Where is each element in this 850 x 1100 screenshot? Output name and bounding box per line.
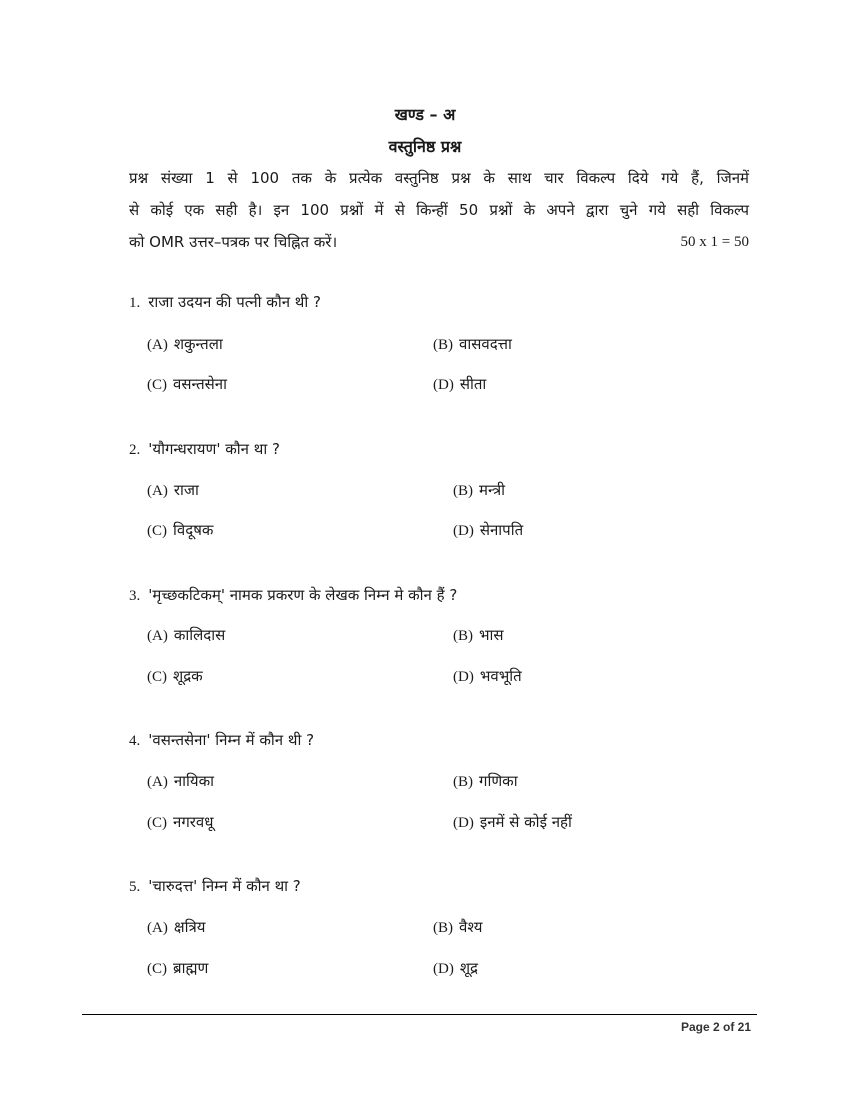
instructions-line-1: प्रश्न संख्या 1 से 100 तक के प्रत्येक वस्तुनिष्ठ प्रश्न के साथ चार विकल्प दिये गये हैं, जिनमें (129, 169, 749, 187)
option-3b: (B) भास (453, 626, 504, 644)
question-text: 'मृच्छकटिकम्' नामक प्रकरण के लेखक निम्न मे कौन हैं ? (148, 586, 458, 604)
option-5b: (B) वैश्य (433, 918, 483, 936)
option-3d: (D) भवभूति (453, 667, 522, 685)
option-3a: (A) कालिदास (147, 626, 226, 644)
instructions-line-2: से कोई एक सही है। इन 100 प्रश्नों में से किन्हीं 50 प्रश्नों के अपने द्वारा चुने गये सही विकल्प (129, 201, 749, 219)
question-number: 1. (129, 295, 141, 311)
question-1 (129, 292, 321, 312)
option-4c: (C) नगरवधू (147, 813, 214, 831)
option-4b: (B) गणिका (453, 772, 518, 790)
question-text: 'वसन्तसेना' निम्न में कौन थी ? (148, 731, 315, 749)
option-5a: (A) क्षत्रिय (147, 918, 206, 936)
footer-divider (82, 1014, 757, 1015)
question-4 (129, 730, 314, 750)
option-2b: (B) मन्त्री (453, 481, 506, 499)
option-2c: (C) विदूषक (147, 521, 214, 539)
option-1d: (D) सीता (433, 375, 487, 393)
question-2 (129, 439, 280, 459)
question-text: 'यौगन्धरायण' कौन था ? (148, 440, 280, 458)
option-1c: (C) वसन्तसेना (147, 375, 228, 393)
instructions (129, 162, 749, 258)
question-text: राजा उदयन की पत्नी कौन थी ? (148, 293, 322, 311)
question-number: 4. (129, 733, 141, 749)
question-number: 5. (129, 879, 141, 895)
question-number: 2. (129, 442, 141, 458)
option-5d: (D) शूद्र (433, 959, 478, 977)
option-2a: (A) राजा (147, 481, 199, 499)
option-5c: (C) ब्राह्मण (147, 959, 209, 977)
instructions-line-3: को OMR उत्तर–पत्रक पर चिह्नित करें। (129, 233, 338, 251)
option-4a: (A) नायिका (147, 772, 215, 790)
page-number: Page 2 of 21 (680, 1020, 751, 1034)
option-2d: (D) सेनापति (453, 521, 524, 539)
marks-scheme: 50 x 1 = 50 (680, 234, 749, 250)
question-3 (129, 585, 457, 605)
option-3c: (C) शूद्रक (147, 667, 203, 685)
option-1a: (A) शकुन्तला (147, 335, 223, 353)
option-4d: (D) इनमें से कोई नहीं (453, 813, 572, 831)
section-title: खण्ड – अ (394, 105, 456, 124)
question-5 (129, 876, 301, 896)
section-subtitle: वस्तुनिष्ठ प्रश्न (388, 137, 462, 156)
question-text: 'चारुदत्त' निम्न में कौन था ? (148, 877, 301, 895)
question-number: 3. (129, 588, 141, 604)
option-1b: (B) वासवदत्ता (433, 335, 512, 353)
